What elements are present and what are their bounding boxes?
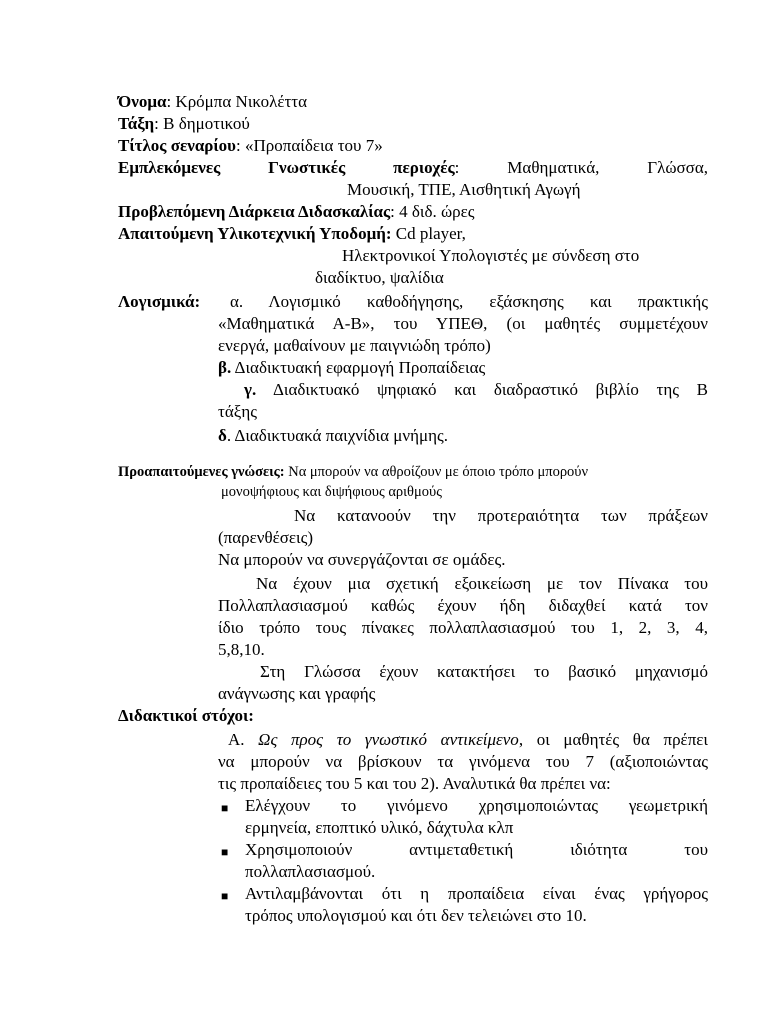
software-a-line-3: ενεργά, μαθαίνουν με παιγνιώδη τρόπο) bbox=[218, 336, 491, 355]
prereq-p3-line-1: Να έχουν μια σχετική εξοικείωση με τον Πίνακα του bbox=[256, 574, 708, 593]
prereq-p3-line-2: Πολλαπλασιασμού καθώς έχουν ήδη διδαχθεί κατά τον bbox=[218, 596, 708, 615]
infrastructure-value-2: Ηλεκτρονικοί Υπολογιστές με σύνδεση στο bbox=[342, 246, 640, 265]
prereq-p4-line-1: Στη Γλώσσα έχουν κατακτήσει το βασικό μηχανισμό bbox=[260, 662, 708, 681]
areas-label: Εμπλεκόμενες Γνωστικές περιοχές bbox=[118, 158, 455, 177]
bullet-3-line-1: Αντιλαμβάνονται ότι η προπαίδεια είναι ένας γρήγορος bbox=[245, 884, 708, 903]
software-d-text: . Διαδικτυακά παιχνίδια μνήμης. bbox=[226, 426, 448, 445]
scenario-title-value: : «Προπαίδεια του 7» bbox=[236, 136, 383, 155]
areas-value-2: Μουσική, ΤΠΕ, Αισθητική Αγωγή bbox=[347, 180, 581, 199]
class-label: Τάξη bbox=[118, 114, 155, 133]
scenario-title-label: Τίτλος σεναρίου bbox=[118, 136, 237, 155]
name-label: Όνομα bbox=[118, 92, 167, 111]
prereq-p3-line-4: 5,8,10. bbox=[218, 640, 265, 659]
software-d-line bbox=[218, 425, 448, 447]
prereq-p3-line-3: ίδιο τρόπο τους πίνακες πολλαπλασιασμού του 1, 2, 3, 4, bbox=[218, 618, 708, 637]
goals-a-line-1 bbox=[228, 729, 708, 751]
name-value: : Κρόμπα Νικολέττα bbox=[166, 92, 308, 111]
prereq-text-1: Να μπορούν να αθροίζουν με όποιο τρόπο μπορούν bbox=[284, 464, 589, 480]
prereq-p1-line-1: Να κατανοούν την προτεραιότητα των πράξεων bbox=[294, 506, 708, 525]
infrastructure-value-3: διαδίκτυο, ψαλίδια bbox=[315, 268, 444, 287]
prereq-line-1 bbox=[118, 462, 588, 482]
goals-a-line-2: να μπορούν να βρίσκουν τα γινόμενα του 7 (αξιοποιώντας bbox=[218, 752, 708, 771]
software-b-marker: β. bbox=[218, 358, 232, 377]
goals-a-line-3: τις προπαίδειες του 5 και του 2). Αναλυτικά θα πρέπει να: bbox=[218, 774, 611, 793]
bullet-marker: ■ bbox=[221, 845, 229, 859]
areas-value-1: : Μαθηματικά, Γλώσσα, bbox=[454, 158, 708, 177]
software-c-line-1 bbox=[244, 379, 708, 401]
software-label: Λογισμικά: bbox=[118, 292, 201, 311]
prereq-text-2: μονοψήφιους και διψήφιους αριθμούς bbox=[221, 484, 442, 500]
software-c-text: Διαδικτυακό ψηφιακό και διαδραστικό βιβλίο της Β bbox=[256, 380, 708, 399]
duration-line bbox=[118, 201, 475, 223]
goals-a-prefix: Α. bbox=[228, 730, 259, 749]
prereq-p2: Να μπορούν να συνεργάζονται σε ομάδες. bbox=[218, 550, 506, 569]
bullet-1-line-2: ερμηνεία, εποπτικό υλικό, δάχτυλα κλπ bbox=[245, 818, 514, 837]
bullet-2-line-1: Χρησιμοποιούν αντιμεταθετική ιδιότητα του bbox=[245, 840, 708, 859]
software-c-line-2: τάξης bbox=[218, 402, 257, 421]
class-value: : Β δημοτικού bbox=[154, 114, 250, 133]
bullet-marker: ■ bbox=[221, 889, 229, 903]
goals-label: Διδακτικοί στόχοι: bbox=[118, 706, 254, 725]
name-line bbox=[118, 91, 307, 113]
software-a-line-2: «Μαθηματικά Α-Β», του ΥΠΕΘ, (οι μαθητές συμμετέχουν bbox=[218, 314, 708, 333]
software-a-line-1: α. Λογισμικό καθοδήγησης, εξάσκησης και πρακτικής bbox=[230, 292, 708, 311]
duration-value: : 4 διδ. ώρες bbox=[390, 202, 475, 221]
infrastructure-value-1: Cd player, bbox=[395, 224, 466, 243]
software-c-marker: γ. bbox=[244, 380, 257, 399]
duration-label: Προβλεπόμενη Διάρκεια Διδασκαλίας bbox=[118, 202, 391, 221]
prereq-label: Προαπαιτούμενες γνώσεις: bbox=[118, 464, 285, 480]
goals-a-rest: , οι μαθητές θα πρέπει bbox=[518, 730, 708, 749]
goals-a-italic: Ως προς το γνωστικό αντικείμενο bbox=[258, 730, 519, 749]
bullet-2-line-2: πολλαπλασιασμού. bbox=[245, 862, 376, 881]
software-b-line bbox=[218, 357, 485, 379]
areas-line bbox=[118, 157, 708, 179]
software-d-marker: δ bbox=[218, 426, 227, 445]
bullet-marker: ■ bbox=[221, 801, 229, 815]
prereq-p1-line-2: (παρενθέσεις) bbox=[218, 528, 314, 547]
prereq-p4-line-2: ανάγνωσης και γραφής bbox=[218, 684, 376, 703]
bullet-1-line-1: Ελέγχουν το γινόμενο χρησιμοποιώντας γεωμετρική bbox=[245, 796, 708, 815]
infrastructure-label: Απαιτούμενη Υλικοτεχνική Υποδομή: bbox=[118, 224, 392, 243]
scenario-title-line bbox=[118, 135, 383, 157]
bullet-3-line-2: τρόπος υπολογισμού και ότι δεν τελειώνει στο 10. bbox=[245, 906, 587, 925]
infrastructure-line bbox=[118, 223, 466, 245]
software-b-text: Διαδικτυακή εφαρμογή Προπαίδειας bbox=[231, 358, 486, 377]
class-line bbox=[118, 113, 250, 135]
